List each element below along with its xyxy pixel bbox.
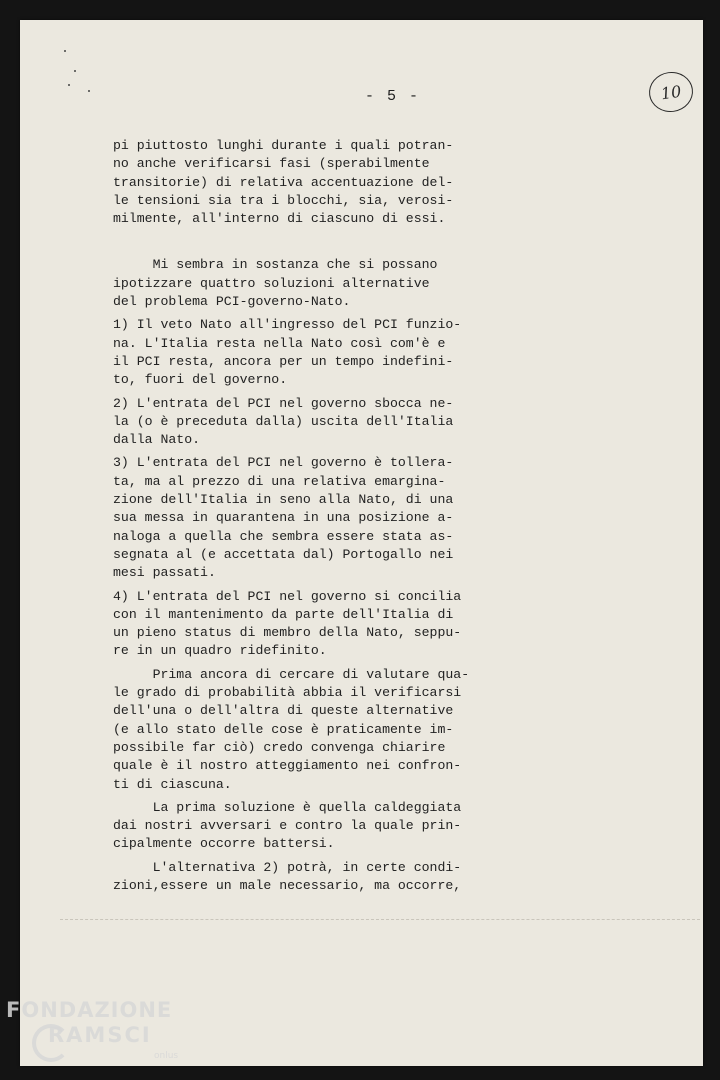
text-line: L'alternativa 2) potrà, in certe condi-	[113, 859, 462, 875]
watermark-line-3: onlus	[154, 1051, 179, 1061]
text-line: le tensioni sia tra i blocchi, sia, verosi-	[113, 192, 454, 208]
text-line: ti di ciascuna.	[113, 776, 232, 792]
text-line: le grado di probabilità abbia il verificarsi	[113, 685, 462, 701]
text-line: mesi passati.	[113, 565, 216, 581]
text-line: zioni,essere un male necessario, ma occorre,	[113, 877, 462, 893]
punch-marks	[62, 48, 92, 93]
text-line: 3) L'entrata del PCI nel governo è tollera-	[113, 455, 454, 471]
watermark-line-2: RAMSCI	[48, 1023, 152, 1047]
text-line: la (o è preceduta dalla) uscita dell'Italia	[113, 413, 454, 429]
paragraph	[113, 454, 493, 582]
text-line: con il mantenimento da parte dell'Italia di	[113, 606, 454, 622]
archive-watermark	[6, 998, 179, 1061]
text-line: 2) L'entrata del PCI nel governo sbocca ne-	[113, 395, 454, 411]
text-line: dalla Nato.	[113, 432, 201, 448]
text-line: (e allo stato delle cose è praticamente im-	[113, 721, 454, 737]
text-line: sua messa in quarantena in una posizione a-	[113, 510, 454, 526]
text-line: transitorie) di relativa accentuazione del-	[113, 174, 454, 190]
text-line: 1) Il veto Nato all'ingresso del PCI funzio-	[113, 317, 462, 333]
text-line: ta, ma al prezzo di una relativa emargina-	[113, 473, 446, 489]
text-line: quale è il nostro atteggiamento nei confron-	[113, 758, 462, 774]
text-line: possibile far ciò) credo convenga chiarire	[113, 739, 446, 755]
paragraph	[113, 588, 493, 661]
text-line: milmente, all'interno di ciascuno di essi.	[113, 211, 446, 227]
text-line: 4) L'entrata del PCI nel governo si concilia	[113, 588, 462, 604]
page-number: - 5 -	[365, 88, 421, 105]
handwritten-folio-mark: 10	[646, 69, 695, 115]
paragraph	[113, 316, 493, 389]
text-line: dai nostri avversari e contro la quale prin-	[113, 818, 462, 834]
text-line: il PCI resta, ancora per un tempo indefini-	[113, 353, 454, 369]
text-line: un pieno status di membro della Nato, seppu-	[113, 625, 462, 641]
text-line: zione dell'Italia in seno alla Nato, di una	[113, 492, 454, 508]
paragraph	[113, 395, 493, 450]
paragraph	[113, 256, 493, 311]
text-line: re in un quadro ridefinito.	[113, 643, 327, 659]
text-line: La prima soluzione è quella caldeggiata	[113, 799, 462, 815]
text-line: del problema PCI-governo-Nato.	[113, 294, 351, 310]
text-line: dell'una o dell'altra di queste alternative	[113, 703, 454, 719]
text-line: ipotizzare quattro soluzioni alternative	[113, 275, 430, 291]
text-line: Prima ancora di cercare di valutare qua-	[113, 666, 470, 682]
text-line: Mi sembra in sostanza che si possano	[113, 257, 438, 273]
fold-line	[60, 919, 700, 920]
text-line: segnata al (e accettata dal) Portogallo nei	[113, 546, 454, 562]
watermark-line-1: FONDAZIONE	[6, 998, 173, 1022]
text-line: cipalmente occorre battersi.	[113, 836, 335, 852]
paragraph	[113, 859, 493, 896]
text-line: na. L'Italia resta nella Nato così com'è e	[113, 335, 446, 351]
watermark-g-logo-icon	[32, 1024, 70, 1062]
paragraph	[113, 799, 493, 854]
text-line: no anche verificarsi fasi (sperabilmente	[113, 156, 430, 172]
typed-body-text	[113, 137, 493, 900]
text-line: pi piuttosto lunghi durante i quali potran-	[113, 138, 454, 153]
paragraph	[113, 137, 493, 228]
text-line: naloga a quella che sembra essere stata as-	[113, 528, 454, 544]
document-page	[20, 20, 703, 1066]
paragraph	[113, 666, 493, 794]
text-line: to, fuori del governo.	[113, 372, 288, 388]
